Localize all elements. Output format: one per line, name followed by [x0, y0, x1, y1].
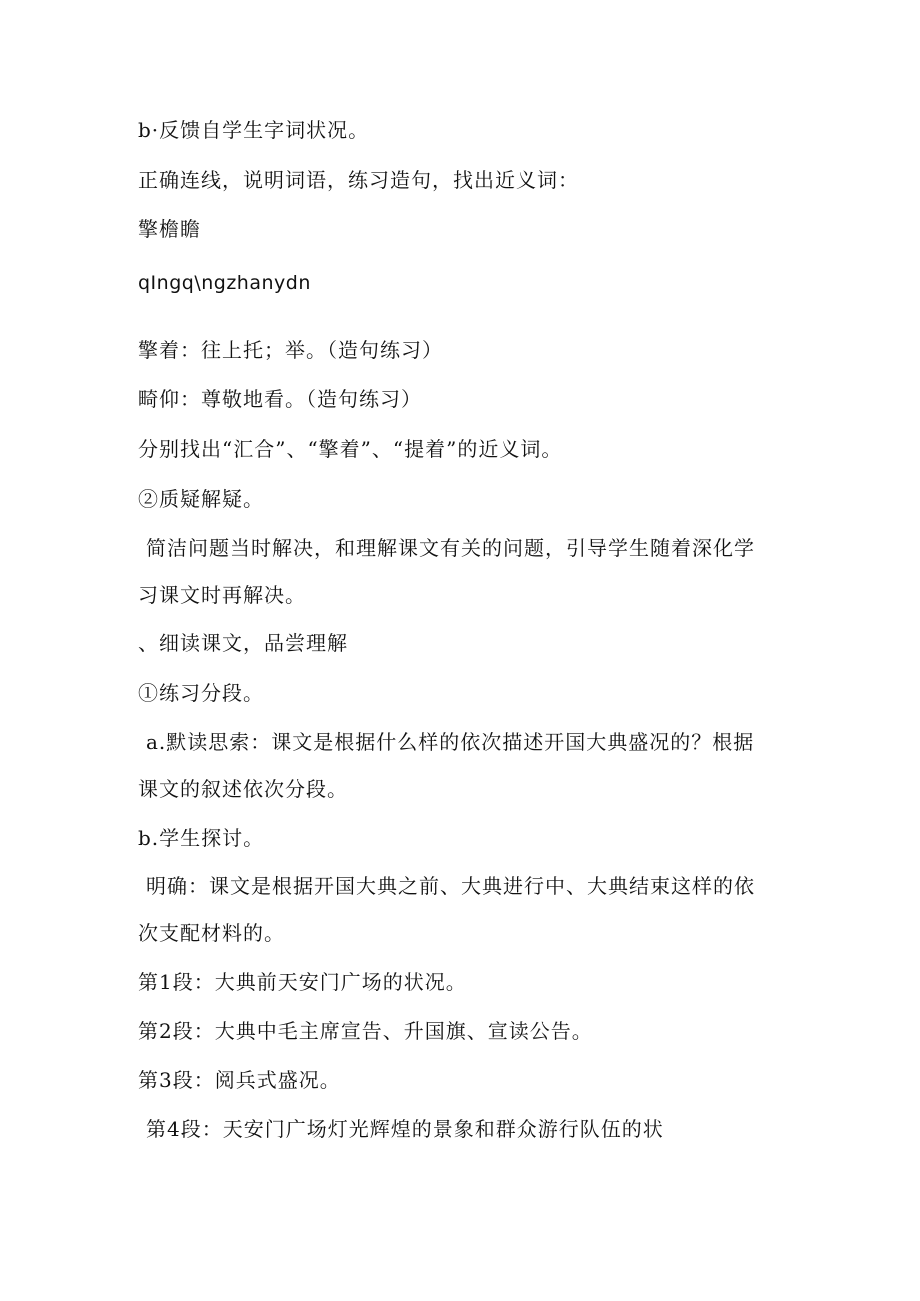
text-line-section-4: 第4段：天安门广场灯光辉煌的景象和群众游行队伍的状 — [146, 1117, 664, 1141]
text-line-pinyin: qIngq\ngzhanydn — [138, 272, 311, 294]
text-line-discussion: b.学生探讨。 — [138, 826, 265, 850]
text-line-section-2: 第2段：大典中毛主席宣告、升国旗、宣读公告。 — [138, 1019, 593, 1043]
text-line-feedback: b·反馈自学生字词状况。 — [138, 118, 370, 142]
text-line-instructions: 正确连线，说明词语，练习造句，找出近义词： — [138, 168, 579, 192]
text-line-section-1: 第1段：大典前天安门广场的状况。 — [138, 970, 467, 994]
text-line-synonyms: 分别找出“汇合”、“擎着”、“提着”的近义词。 — [138, 437, 563, 461]
text-line-definition-1: 擎着：往上托；举。（造句练习） — [138, 338, 443, 362]
text-line-paragraph-2a: a.默读思索：课文是根据什么样的依次描述开国大典盛况的？根据 — [146, 730, 755, 754]
text-line-paragraph-3a: 明确：课文是根据开国大典之前、大典进行中、大典结束这样的依 — [146, 874, 755, 898]
text-line-paragraph-1b: 习课文时再解决。 — [138, 583, 306, 607]
text-line-paragraph-2b: 课文的叙述依次分段。 — [138, 777, 348, 801]
text-line-paragraph-3b: 次支配材料的。 — [138, 921, 285, 945]
text-line-section-3: 第3段：阅兵式盛况。 — [138, 1068, 341, 1092]
text-line-characters: 擎檐瞻 — [138, 217, 201, 241]
text-line-definition-2: 畸仰：尊敬地看。（造句练习） — [138, 387, 422, 411]
text-line-practice-heading: ①练习分段。 — [138, 681, 264, 705]
text-line-question-heading: ②质疑解疑。 — [138, 487, 264, 511]
text-line-section-heading: 、细读课文，品尝理解 — [138, 631, 348, 655]
text-line-paragraph-1a: 简洁问题当时解决，和理解课文有关的问题，引导学生随着深化学 — [146, 536, 755, 560]
